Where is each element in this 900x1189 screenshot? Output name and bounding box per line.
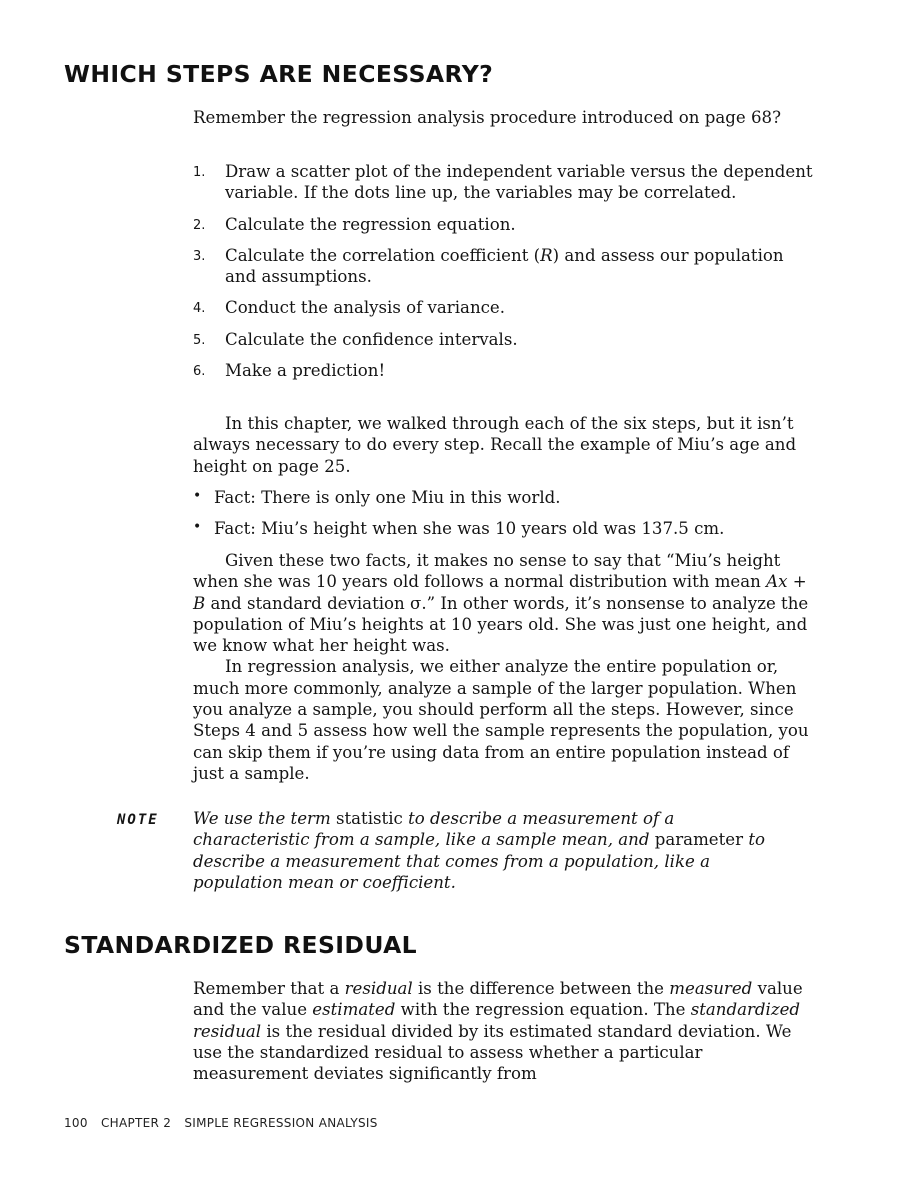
population-paragraphs [193,550,813,784]
steps-list [193,161,813,391]
step-number: 6. [193,364,206,380]
bullet-icon: • [193,488,202,504]
fact-text: Fact: Miu’s height when she was 10 years old was 137.5 cm. [214,519,725,539]
term-standardized-residual: standardized residual [193,1000,801,1041]
step-text: Calculate the confidence intervals. [225,329,518,349]
list-item [193,161,813,204]
step-number: 5. [193,332,206,348]
paragraph-text [193,550,813,656]
step-text: Conduct the analysis of variance. [225,298,506,318]
step-text: Make a prediction! [225,361,386,381]
text-part: value and the value [193,979,803,1020]
text-part: is the residual divided by its estimated standard deviation. We use the standardized residual to assess whether a particular measurement deviates significantly from [193,1021,792,1084]
list-item [193,487,813,508]
list-item [193,360,813,381]
bullet-icon: • [193,519,202,536]
step-text [225,246,784,286]
section-heading-which-steps: WHICH STEPS ARE NECESSARY? [64,60,494,88]
step-number: 3. [193,248,206,264]
intro-text: Remember the regression analysis procedure introduced on page 68? [193,108,781,127]
term-residual: residual [344,979,413,998]
text-part: Given these two facts, it makes no sense to say that “Miu’s height when she was 10 years old follows a normal distribution with mean [193,551,781,592]
chapter-title: SIMPLE REGRESSION ANALYSIS [184,1116,378,1130]
intro-paragraph [193,107,813,128]
step-text-part: Calculate the correlation coefficient ( [225,245,541,265]
variable-ax: Ax [766,572,788,592]
facts-list [193,487,813,550]
term-estimated: estimated [312,1000,396,1020]
list-item [193,518,813,539]
variable-b: B [193,593,206,613]
step-text: Calculate the regression equation. [225,214,516,234]
list-item [193,214,813,235]
step-number: 2. [193,217,206,233]
note-label: NOTE [117,812,159,828]
residual-paragraph [193,978,813,1084]
step-number: 4. [193,301,206,317]
note-box [193,808,793,893]
text-part: to describe a measurement that comes from a population, like a population mean or coefficient. [193,830,765,892]
paragraph-text [193,978,813,1084]
text-part: with the regression equation. The [395,1000,691,1020]
step-text-part: ) and assess our population and assumptions. [225,245,784,287]
fact-text: Fact: There is only one Miu in this world. [214,488,561,507]
term-measured: measured [669,979,753,998]
page-number: 100 [64,1116,88,1130]
term-statistic: statistic [335,809,403,828]
note-text [193,808,793,893]
variable-r: R [540,245,553,265]
text-part: Remember that a [193,979,345,998]
text-part: and standard deviation σ.” In other words, it’s nonsense to analyze the population of Miu’s heights at 10 years old. She was just one height, and we know what her height was. [193,593,809,656]
chapter-label: CHAPTER 2 [100,1116,172,1130]
section-heading-standardized-residual: STANDARDIZED RESIDUAL [64,931,418,959]
term-parameter: parameter [654,830,744,850]
list-item [193,245,813,288]
text-part: to describe a measurement of a characteristic from a sample, like a sample mean, and [193,809,675,850]
text-part: is the difference between the [412,979,670,998]
paragraph-text: In this chapter, we walked through each of the six steps, but it isn’t always necessary to do every step. Recall the example of Miu’s age and height on page 25. [193,414,797,476]
list-item [193,297,813,318]
chapter-paragraph [193,413,813,477]
text-part: We use the term [193,809,336,828]
text-part: + [787,572,807,592]
step-text: Draw a scatter plot of the independent variable versus the dependent variable. If the dots line up, the variables may be correlated. [225,162,813,203]
step-number: 1. [193,165,206,180]
paragraph-text: In regression analysis, we either analyze the entire population or, much more commonly, analyze a sample of the larger population. When you analyze a sample, you should perform all the steps. However, since Steps 4 and 5 assess how well the sample represents the population, you can skip them if you’re using data from an entire population instead of just a sample. [193,657,809,783]
list-item [193,329,813,350]
page-footer [64,1116,387,1130]
